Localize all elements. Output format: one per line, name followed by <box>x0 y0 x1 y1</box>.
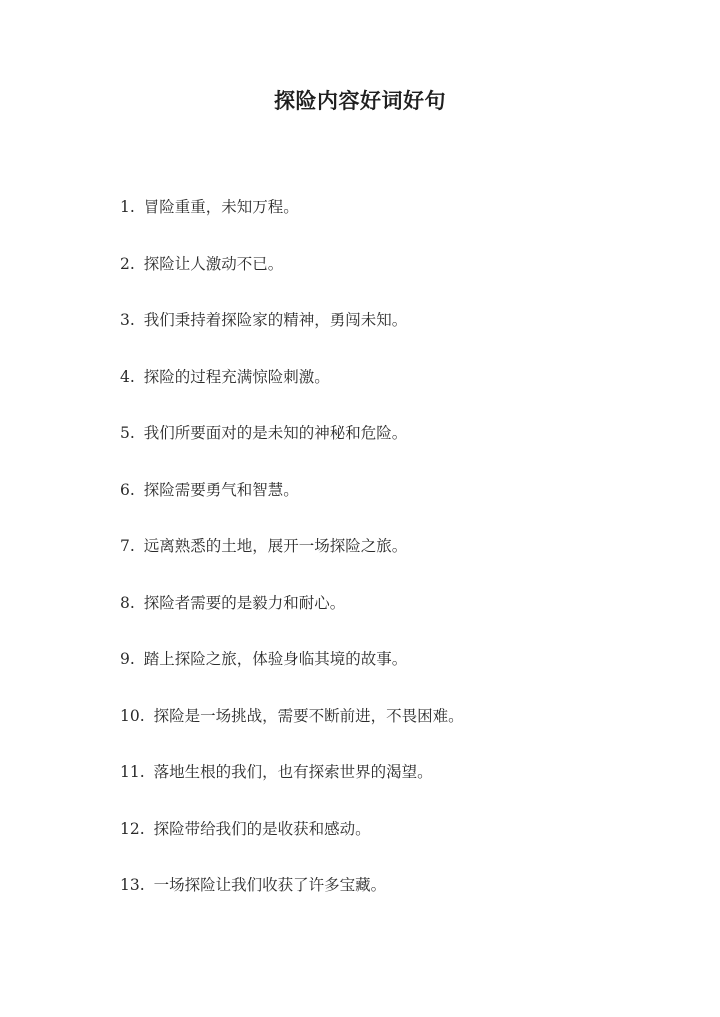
list-item <box>120 815 680 872</box>
item-text: 探险者需要的是毅力和耐心。 <box>143 593 346 612</box>
item-text: 探险需要勇气和智慧。 <box>143 480 299 499</box>
item-number: 7. <box>120 537 135 555</box>
item-text: 探险是一场挑战，需要不断前进，不畏困难。 <box>153 706 464 725</box>
item-number: 8. <box>120 593 135 612</box>
item-number: 10. <box>120 706 145 725</box>
list-item <box>120 645 680 702</box>
item-text: 我们所要面对的是未知的神秘和危险。 <box>143 424 408 442</box>
item-text: 探险的过程充满惊险刺激。 <box>143 367 330 386</box>
item-text: 我们秉持着探险家的精神，勇闯未知。 <box>143 311 408 329</box>
item-text: 冒险重重，未知万程。 <box>143 198 299 216</box>
list-item <box>120 758 680 815</box>
list-item <box>120 419 680 476</box>
list-item <box>120 250 680 307</box>
item-number: 2. <box>120 254 135 273</box>
item-number: 11. <box>120 763 145 781</box>
list-item <box>120 193 680 250</box>
list-item <box>120 363 680 420</box>
list-item <box>120 702 680 759</box>
item-text: 一场探险让我们收获了许多宝藏。 <box>153 876 387 894</box>
list-item <box>120 589 680 646</box>
list-item <box>120 532 680 589</box>
phrase-list <box>120 193 680 928</box>
item-number: 3. <box>120 311 135 329</box>
list-item <box>120 476 680 533</box>
item-number: 1. <box>120 198 135 216</box>
item-number: 6. <box>120 480 135 499</box>
item-text: 探险让人激动不已。 <box>143 254 284 273</box>
item-number: 4. <box>120 367 135 386</box>
item-number: 5. <box>120 424 135 442</box>
page-title: 探险内容好词好句 <box>274 88 446 113</box>
list-item <box>120 306 680 363</box>
item-text: 落地生根的我们，也有探索世界的渴望。 <box>153 763 433 781</box>
item-number: 12. <box>120 819 145 838</box>
item-text: 探险带给我们的是收获和感动。 <box>153 819 371 838</box>
item-text: 踏上探险之旅，体验身临其境的故事。 <box>143 650 408 668</box>
item-number: 13. <box>120 876 145 894</box>
item-text: 远离熟悉的土地，展开一场探险之旅。 <box>143 537 408 555</box>
list-item <box>120 871 680 928</box>
item-number: 9. <box>120 650 135 668</box>
